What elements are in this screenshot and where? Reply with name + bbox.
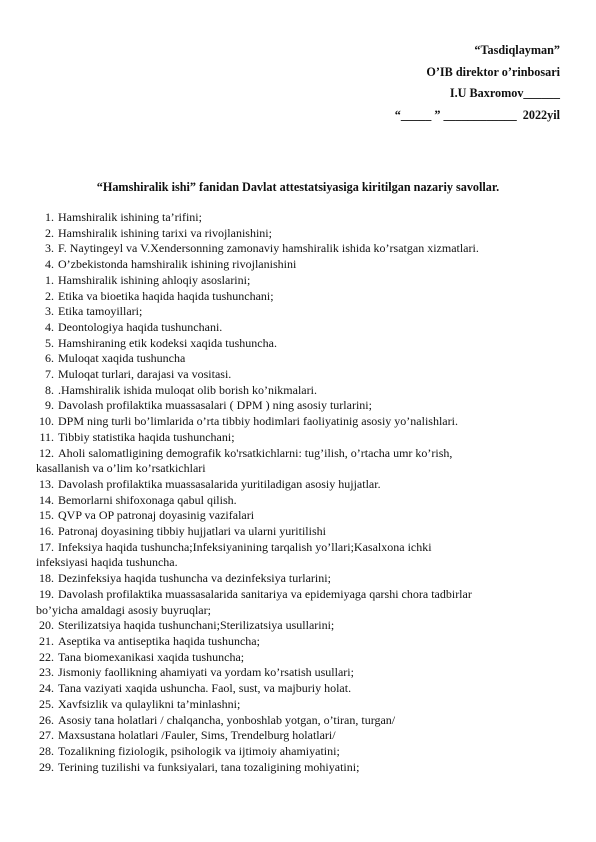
list-item (22, 760, 572, 776)
question-text-line: Hamshiralik ishining ta’rifini; (58, 210, 202, 224)
question-text (58, 367, 572, 383)
list-item (22, 681, 572, 697)
list-item (22, 728, 572, 744)
question-number: 21. (39, 633, 54, 648)
list-item (22, 351, 572, 367)
question-number: 13. (39, 476, 54, 491)
question-number: 3. (45, 241, 54, 256)
question-text (58, 634, 572, 650)
list-item (22, 524, 572, 540)
list-item (22, 289, 572, 305)
list-item (22, 587, 572, 603)
question-text-continuation: infeksiyasi haqida tushuncha. (36, 555, 178, 570)
list-item (22, 713, 572, 729)
question-number: 18. (39, 571, 54, 586)
question-text-line: Tana vaziyati xaqida ushuncha. Faol, sust, va majburiy holat. (58, 681, 352, 696)
question-text-line: Hamshiraning etik kodeksi xaqida tushuncha. (58, 335, 277, 350)
question-text (58, 665, 572, 681)
list-item (22, 665, 572, 681)
list-item (22, 257, 572, 273)
question-number: 4. (45, 319, 54, 334)
question-number: 14. (39, 492, 54, 507)
question-number: 10. (39, 414, 54, 429)
question-number: 25. (39, 696, 54, 711)
question-number: 3. (45, 304, 54, 319)
question-number: 7. (45, 367, 54, 382)
list-item (22, 367, 572, 383)
question-number: 29. (39, 759, 54, 774)
question-number: 12. (39, 445, 54, 460)
question-text-line: Deontologiya haqida tushunchani. (58, 319, 223, 334)
question-number: 22. (39, 649, 54, 664)
question-text (58, 477, 572, 493)
question-list (22, 210, 572, 775)
question-text-line: Sterilizatsiya haqida tushunchani;Sterilizatsiya usullarini; (58, 618, 335, 633)
question-text-line: Aholi salomatligining demografik ko'rsatkichlarni: tug’ilish, o’rtacha umr ko’rish, (58, 445, 453, 460)
question-number: 15. (39, 508, 54, 523)
list-item (22, 226, 572, 242)
question-text (58, 257, 572, 273)
list-item (22, 446, 572, 462)
question-text (58, 430, 572, 446)
question-text (58, 760, 572, 776)
question-text (58, 273, 572, 289)
list-item (22, 241, 572, 257)
list-item (22, 744, 572, 760)
document-heading: “Hamshiralik ishi” fanidan Davlat attestatsiyasiga kiritilgan nazariy savollar. (96, 180, 500, 194)
list-item (22, 697, 572, 713)
question-text-line: Hamshiralik ishining tarixi va rivojlanishini; (58, 225, 272, 240)
question-text-line: Patronaj doyasining tibbiy hujjatlari va ularni yuritilishi (58, 524, 326, 539)
question-text (58, 289, 572, 305)
approval-position: O’IB direktor o’rinbosari (426, 64, 560, 79)
question-text-line: F. Naytingeyl va V.Xendersonning zamonaviy hamshiralik ishida ko’rsatgan xizmatlari. (58, 241, 479, 256)
question-text (58, 728, 572, 744)
question-number: 4. (45, 257, 54, 272)
question-number: 16. (39, 524, 54, 539)
question-number: 2. (45, 225, 54, 240)
question-number: 28. (39, 743, 54, 758)
question-text (58, 744, 572, 760)
question-text-line: Aseptika va antiseptika haqida tushuncha; (58, 633, 260, 648)
question-text-line: Maxsustana holatlari /Fauler, Sims, Trendelburg holatlari/ (58, 728, 336, 743)
question-text-line: Infeksiya haqida tushuncha;Infeksiyanining tarqalish yo’llari;Kasalxona ichki (58, 539, 432, 554)
question-number: 17. (39, 539, 54, 554)
list-item (22, 336, 572, 352)
question-text-line: Tana biomexanikasi xaqida tushuncha; (58, 649, 245, 664)
approval-block (395, 40, 560, 126)
question-text-line: O’zbekistonda hamshiralik ishining rivojlanishini (58, 257, 297, 272)
question-text (58, 571, 572, 587)
question-number: 1. (45, 210, 54, 224)
list-item (22, 634, 572, 650)
question-text (58, 446, 572, 462)
question-text-continuation: kasallanish va o’lim ko’rsatkichlari (36, 461, 206, 476)
question-number: 2. (45, 288, 54, 303)
list-item (22, 477, 572, 493)
list-item (22, 508, 572, 524)
question-number: 9. (45, 398, 54, 413)
approval-date: “_____ ” ____________ 2022yil (394, 107, 560, 122)
question-text-line: Hamshiralik ishining ahloqiy asoslarini; (58, 272, 251, 287)
list-item (22, 430, 572, 446)
question-number: 19. (39, 586, 54, 601)
question-text (58, 383, 572, 399)
question-text (58, 697, 572, 713)
question-number: 11. (39, 429, 54, 444)
question-text (58, 351, 572, 367)
question-text (58, 414, 572, 430)
question-text-line: Davolash profilaktika muassasalari ( DPM ) ning asosiy turlarini; (58, 398, 372, 413)
list-item (22, 414, 572, 430)
question-text-line: Asosiy tana holatlari / chalqancha, yonboshlab yotgan, o’tiran, turgan/ (58, 712, 396, 727)
question-text-line: Dezinfeksiya haqida tushuncha va dezinfeksiya turlarini; (58, 571, 331, 586)
question-number: 8. (45, 382, 54, 397)
question-number: 5. (45, 335, 54, 350)
question-text (58, 493, 572, 509)
question-text-line: Xavfsizlik va qulaylikni ta’minlashni; (58, 696, 241, 711)
list-item (22, 493, 572, 509)
question-text (58, 320, 572, 336)
approval-name: I.U Baxromov______ (449, 86, 560, 100)
question-text (58, 587, 572, 603)
question-number: 24. (39, 681, 54, 696)
list-item (22, 650, 572, 666)
question-number: 27. (39, 728, 54, 743)
list-item (22, 383, 572, 399)
list-item (22, 273, 572, 289)
question-text-line: Etika tamoyillari; (58, 304, 143, 319)
question-text (58, 336, 572, 352)
question-text-continuation: bo’yicha amaldagi asosiy buyruqlar; (36, 602, 211, 617)
question-number: 20. (39, 618, 54, 633)
question-text (58, 713, 572, 729)
question-text (58, 681, 572, 697)
question-number: 6. (45, 351, 54, 366)
question-number: 26. (39, 712, 54, 727)
question-text-line: Bemorlarni shifoxonaga qabul qilish. (58, 492, 237, 507)
question-text (58, 524, 572, 540)
list-item (22, 398, 572, 414)
question-text (58, 398, 572, 414)
question-number: 23. (39, 665, 54, 680)
question-text-line: Etika va bioetika haqida haqida tushunchani; (58, 288, 274, 303)
question-text (58, 618, 572, 634)
question-text-line: QVP va OP patronaj doyasinig vazifalari (58, 508, 255, 523)
question-text-line: Jismoniy faollikning ahamiyati va yordam ko’rsatish usullari; (58, 665, 354, 680)
question-text-line: Terining tuzilishi va funksiyalari, tana tozaligining mohiyatini; (58, 759, 360, 774)
question-text-line: Davolash profilaktika muassasalarida yuritiladigan asosiy hujjatlar. (58, 476, 381, 491)
list-item (22, 571, 572, 587)
question-text (58, 210, 572, 226)
question-text (58, 650, 572, 666)
question-text-line: .Hamshiralik ishida muloqat olib borish ko’nikmalari. (58, 382, 317, 397)
question-text (58, 508, 572, 524)
list-item (22, 210, 572, 226)
question-text (58, 241, 572, 257)
question-text (58, 540, 572, 556)
question-text (58, 304, 572, 320)
question-text-line: Tibbiy statistika haqida tushunchani; (58, 429, 235, 444)
list-item (22, 320, 572, 336)
approval-title: “Tasdiqlayman” (474, 43, 560, 57)
question-text-line: Davolash profilaktika muassasalarida sanitariya va epidemiyaga qarshi chora tadbirlar (58, 586, 472, 601)
question-text-line: Muloqat xaqida tushuncha (58, 351, 186, 366)
question-text (58, 226, 572, 242)
question-text-line: DPM ning turli bo’limlarida o’rta tibbiy hodimlari faoliyatinig asosiy yo’nalishlari. (58, 414, 458, 429)
list-item (22, 540, 572, 556)
list-item (22, 304, 572, 320)
question-text-line: Muloqat turlari, darajasi va vositasi. (58, 367, 232, 382)
question-text-line: Tozalikning fiziologik, psihologik va ijtimoiy ahamiyatini; (58, 743, 340, 758)
list-item (22, 618, 572, 634)
question-number: 1. (45, 272, 54, 287)
